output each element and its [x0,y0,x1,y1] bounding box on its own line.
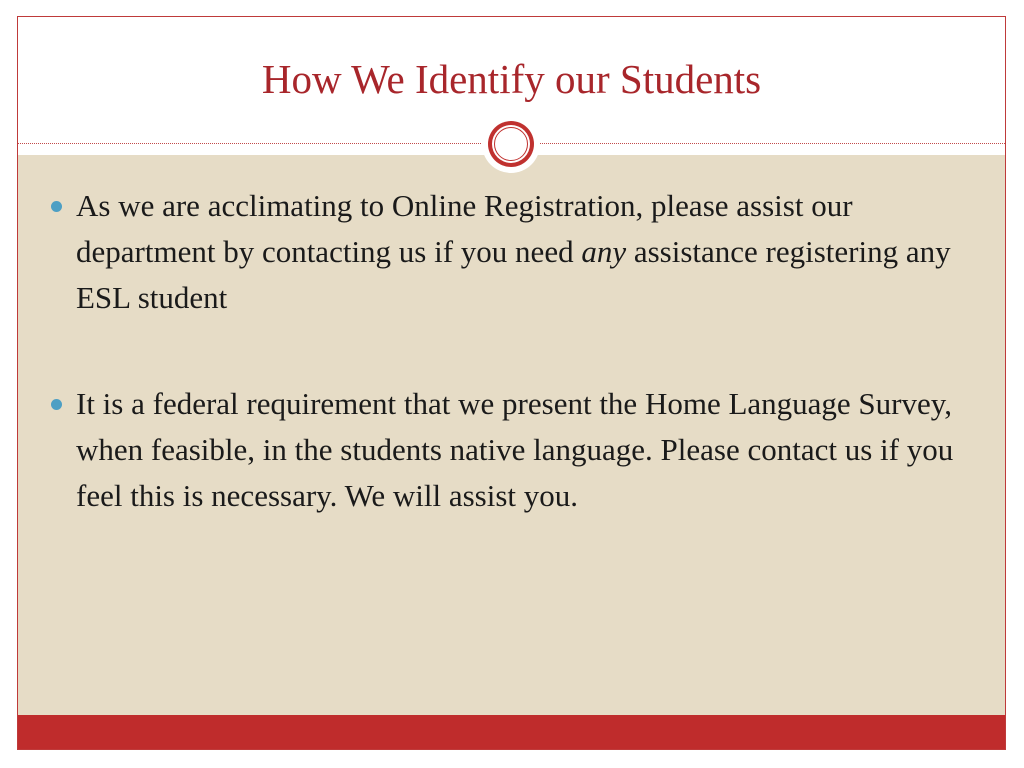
bullet-text-part-2: assistance registering any ESL student [76,234,951,315]
circle-ornament-icon [482,115,540,173]
bullet-dot-icon [51,399,62,410]
bullet-list [18,183,1005,519]
bottom-accent-bar [18,715,1005,750]
bullet-text: It is a federal requirement that we present the Home Language Survey, when feasible, in the students native language. Please contact us if you feel this is necessary. We will assist you. [76,386,954,513]
bullet-dot-icon [51,201,62,212]
slide-title: How We Identify our Students [261,56,762,102]
slide-frame [17,16,1006,750]
bullet-text-part-1: As we are acclimating to Online Registration, please assist our department by contacting us if you need [76,188,853,269]
bullet-item-home-language-survey [18,381,1005,519]
bullet-emphasis: any [581,234,627,269]
bullet-item-online-registration [18,183,1005,321]
